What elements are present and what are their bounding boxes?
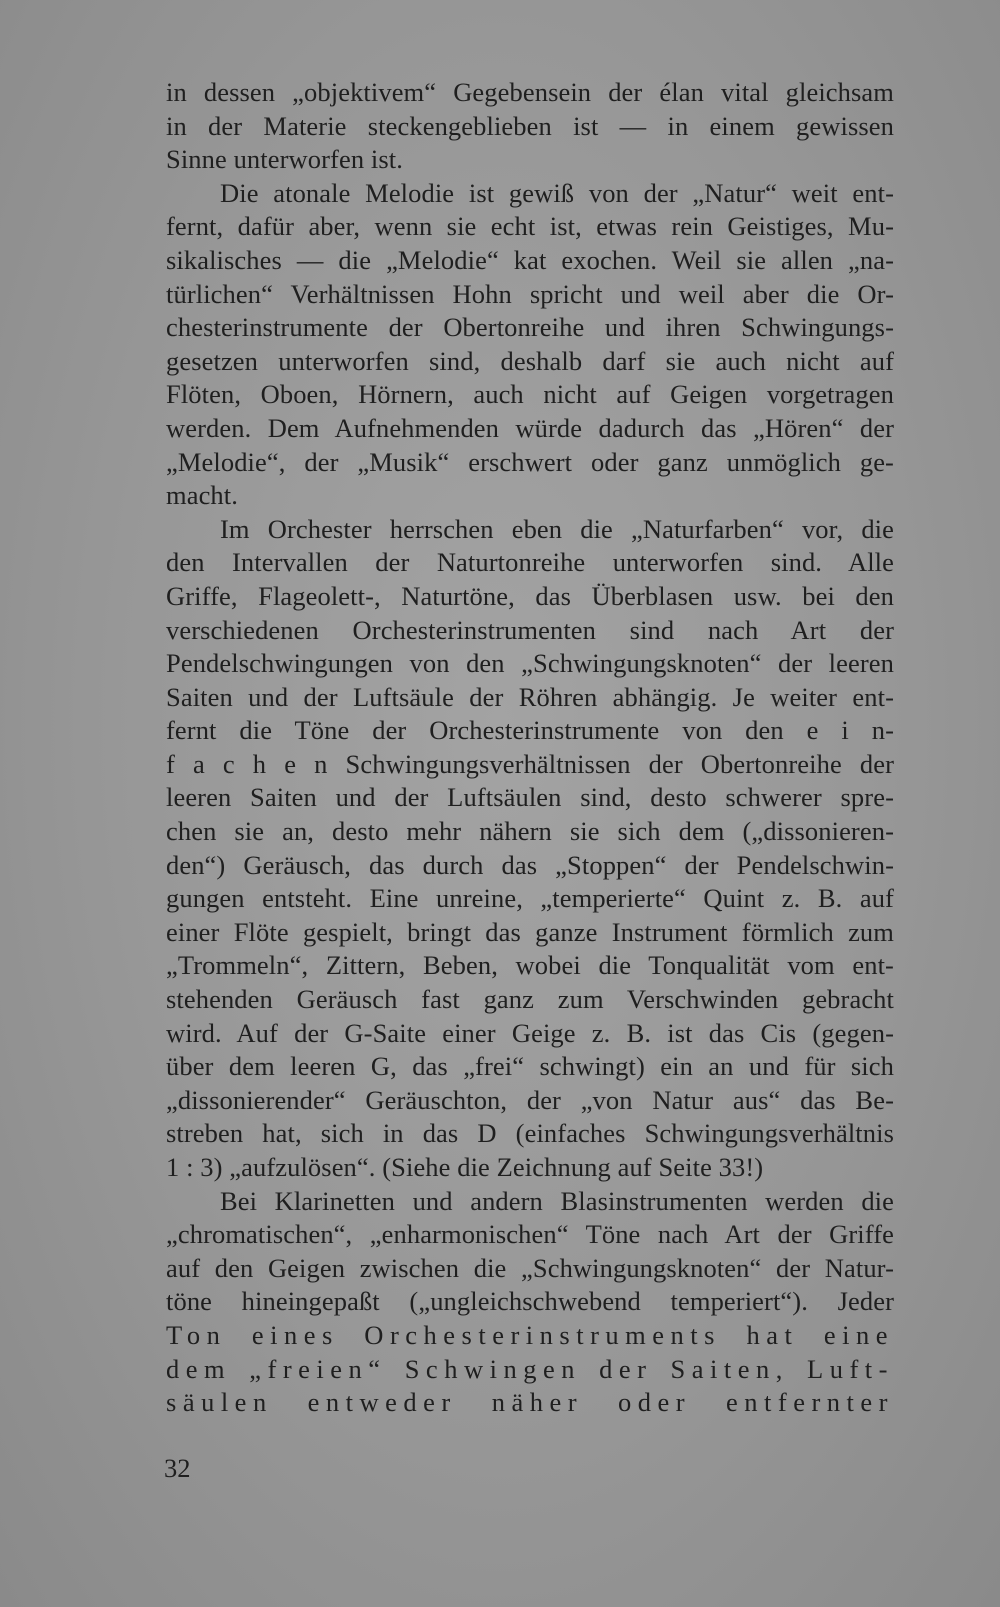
text-line: den Intervallen der Naturtonreihe unterworfen sind. Alle [166, 547, 894, 578]
text-line: Ton eines Orchesterinstruments hat eine [166, 1319, 894, 1350]
text-line: fernt, dafür aber, wenn sie echt ist, etwas rein Geistiges, Mu- [166, 211, 894, 242]
text-line: 1 : 3) „aufzulösen“. (Siehe die Zeichnung auf Seite 33!) [166, 1152, 764, 1182]
text-line: wird. Auf der G-Saite einer Geige z. B. ist das Cis (gegen- [166, 1017, 894, 1048]
text-line: töne hineingepaßt („ungleichschwebend temperiert“). Jeder [166, 1286, 894, 1317]
text-line: den“) Geräusch, das durch das „Stoppen“ der Pendelschwin- [166, 849, 894, 880]
text-line: sikalisches — die „Melodie“ kat exochen. Weil sie allen „na- [166, 244, 894, 275]
text-line: Die atonale Melodie ist gewiß von der „Natur“ weit ent- [220, 177, 894, 208]
text-line: verschiedenen Orchesterinstrumenten sind nach Art der [166, 614, 894, 645]
text-line: auf den Geigen zwischen die „Schwingungsknoten“ der Natur- [166, 1252, 894, 1283]
text-line: chen sie an, desto mehr nähern sie sich dem („dissonieren- [166, 816, 894, 847]
text-line: werden. Dem Aufnehmenden würde dadurch das „Hören“ der [166, 412, 894, 443]
text-line: gesetzen unterworfen sind, deshalb darf sie auch nicht auf [166, 345, 894, 376]
text-line: chesterinstrumente der Obertonreihe und ihren Schwingungs- [166, 312, 894, 343]
text-line: „dissonierender“ Geräuschton, der „von Natur aus“ das Be- [166, 1084, 894, 1115]
text-line: über dem leeren G, das „frei“ schwingt) ein an und für sich [166, 1051, 894, 1082]
text-line: Griffe, Flageolett-, Naturtöne, das Überblasen usw. bei den [166, 580, 894, 611]
text-line: in dessen „objektivem“ Gegebensein der élan vital gleichsam [166, 77, 894, 107]
text-line: Pendelschwingungen von den „Schwingungsknoten“ der leeren [166, 648, 894, 679]
text-line: gungen entsteht. Eine unreine, „temperierte“ Quint z. B. auf [166, 883, 894, 914]
text-line: fernt die Töne der Orchesterinstrumente von den e i n- [166, 715, 894, 746]
text-line: stehenden Geräusch fast ganz zum Verschwinden gebracht [166, 984, 894, 1015]
text-line: einer Flöte gespielt, bringt das ganze Instrument förmlich zum [166, 916, 894, 947]
text-line: türlichen“ Verhältnissen Hohn spricht und weil aber die Or- [166, 278, 894, 309]
text-line: Im Orchester herrschen eben die „Naturfarben“ vor, die [220, 513, 894, 544]
text-line: macht. [166, 480, 238, 511]
page-number: 32 [164, 1453, 191, 1483]
text-line: „chromatischen“, „enharmonischen“ Töne nach Art der Griffe [166, 1219, 894, 1250]
text-line: leeren Saiten und der Luftsäulen sind, desto schwerer spre- [166, 782, 894, 813]
text-line: dem „freien“ Schwingen der Saiten, Luft- [166, 1353, 894, 1384]
page-text-block [166, 76, 894, 1420]
text-line: f a c h e n Schwingungsverhältnissen der Obertonreihe der [166, 748, 894, 779]
text-line: „Melodie“, der „Musik“ erschwert oder ganz unmöglich ge- [166, 446, 894, 477]
text-line: streben hat, sich in das D (einfaches Schwingungsverhältnis [166, 1118, 894, 1149]
text-line: in der Materie steckengeblieben ist — in einem gewissen [166, 110, 894, 141]
text-line: Flöten, Oboen, Hörnern, auch nicht auf Geigen vorgetragen [166, 379, 894, 410]
text-line: Bei Klarinetten und andern Blasinstrumenten werden die [220, 1185, 894, 1216]
text-line: säulen entweder näher oder entfernter [166, 1387, 894, 1418]
text-line: Sinne unterworfen ist. [166, 144, 403, 175]
text-line: Saiten und der Luftsäule der Röhren abhängig. Je weiter ent- [166, 681, 894, 712]
text-line: „Trommeln“, Zittern, Beben, wobei die Tonqualität vom ent- [166, 950, 894, 981]
